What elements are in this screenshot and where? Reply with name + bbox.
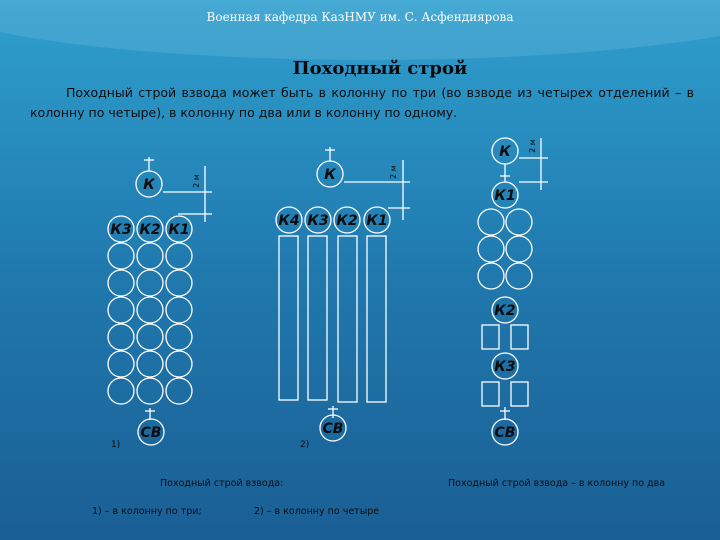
caption-item-1: 1) – в колонну по три;	[92, 506, 202, 517]
squad-label: К2	[139, 222, 161, 238]
squad-label: К2	[336, 213, 358, 229]
squad-columns	[279, 236, 386, 402]
soldier-grid	[478, 209, 532, 289]
squad-blocks	[482, 382, 528, 406]
diagram-number: 2)	[300, 440, 310, 450]
intro-paragraph: Походный строй взвода может быть в колонну по три (во взводе из четырех отделений – в колонну по четыре), в колонну по два или в колонну по одному.	[30, 85, 694, 120]
squad-blocks	[482, 325, 528, 349]
commander-label: К	[499, 144, 511, 160]
squad-label: К3	[307, 213, 329, 229]
commander-label: К	[143, 177, 155, 193]
caption-left-title: Походный строй взвода:	[160, 478, 284, 489]
squad-label: К3	[110, 222, 132, 238]
soldier-grid	[108, 243, 192, 404]
slide-title: Походный строй	[292, 58, 468, 79]
caption-item-2: 2) – в колонну по четыре	[254, 506, 380, 517]
deputy-label: СВ	[140, 425, 162, 441]
dimension-label: 2 м	[192, 174, 201, 188]
diagram-column-of-three	[108, 157, 212, 450]
deputy-label: СВ	[494, 425, 516, 441]
diagram-column-of-two	[478, 138, 548, 445]
commander-label: К	[324, 167, 336, 183]
squad-label: К2	[494, 303, 516, 319]
squad-label: К3	[494, 359, 516, 375]
squad-label: К4	[278, 213, 300, 229]
deputy-label: СВ	[322, 421, 344, 437]
caption-right-title: Походный строй взвода – в колонну по два	[448, 478, 666, 489]
dimension-label: 2 м	[528, 139, 537, 153]
squad-label: К1	[366, 213, 388, 229]
diagram-column-of-four	[276, 147, 410, 450]
squad-label: К1	[494, 188, 516, 204]
dimension-label: 2 м	[389, 165, 398, 179]
header-department: Военная кафедра КазНМУ им. С. Асфендиярова	[206, 10, 514, 24]
diagram-number: 1)	[111, 440, 121, 450]
squad-label: К1	[168, 222, 190, 238]
